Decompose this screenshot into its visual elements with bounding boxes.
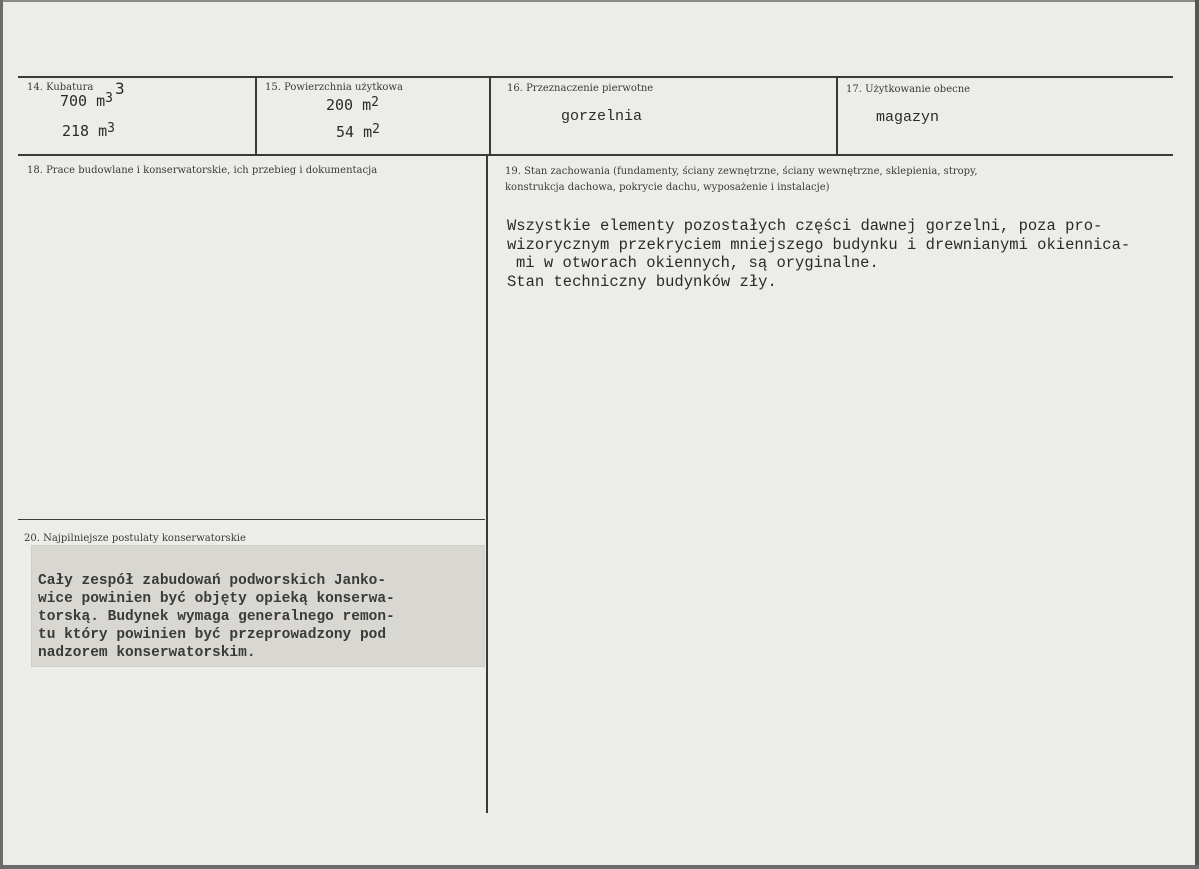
section-17-value: magazyn (876, 109, 940, 126)
section-15-label: 15. Powierzchnia użytkowa (265, 82, 403, 93)
card-edge-left (0, 0, 3, 869)
slip-line: Cały zespół zabudowań podworskich Janko- (38, 573, 387, 589)
section-16-value: gorzelnia (561, 108, 643, 125)
card-edge-bottom (0, 865, 1199, 869)
section-19-label-line-1: 19. Stan zachowania (fundamenty, ściany zewnętrzne, ściany wewnętrzne, sklepienia, stropy, (505, 166, 978, 177)
description-line: Stan techniczny budynków zły. (507, 272, 777, 291)
description-line: mi w otworach okiennych, są oryginalne. (516, 254, 879, 272)
rule-row2 (18, 154, 1173, 156)
section-14-handwritten-mark: 3 (115, 79, 125, 98)
section-16-label: 16. Przeznaczenie pierwotne (507, 83, 654, 94)
slip-line: wice powinien być objęty opieką konserwa- (38, 591, 395, 607)
divider-14-15 (255, 77, 257, 154)
section-15-value-2: 54 $m^2$ (336, 122, 380, 141)
rule-section20 (18, 519, 485, 520)
divider-15-16 (489, 77, 491, 154)
description-line: wizorycznym przekryciem mniejszego budynku i drewnianymi okiennica- (507, 235, 1131, 254)
card-edge-top (0, 0, 1199, 2)
slip-line: torską. Budynek wymaga generalnego remon- (38, 609, 395, 625)
section-19-label-line-2: konstrukcja dachowa, pokrycie dachu, wyposażenie i instalacje) (505, 182, 830, 193)
divider-main (486, 156, 488, 813)
section-20-label: 20. Najpilniejsze postulaty konserwatorskie (24, 533, 246, 544)
slip-line: tu który powinien być przeprowadzony pod (38, 627, 387, 643)
section-18-label: 18. Prace budowlane i konserwatorskie, ich przebieg i dokumentacja (27, 165, 378, 176)
section-14-value-2: 218 $m^3$ (62, 121, 115, 140)
section-14-label: 14. Kubatura (27, 82, 94, 93)
description-line: Wszystkie elementy pozostałych części dawnej gorzelni, poza pro- (507, 217, 1103, 235)
section-15-value-1: 200 $m^2$ (326, 95, 379, 114)
card-edge-right (1195, 0, 1199, 869)
divider-16-17 (836, 77, 838, 154)
section-17-label: 17. Użytkowanie obecne (846, 84, 971, 95)
section-19-description (507, 217, 1130, 291)
slip-line: nadzorem konserwatorskim. (38, 645, 256, 661)
section-14-value-1: 700 $m^3$ (60, 91, 113, 110)
section-20-text (38, 572, 395, 662)
rule-top (18, 76, 1173, 78)
